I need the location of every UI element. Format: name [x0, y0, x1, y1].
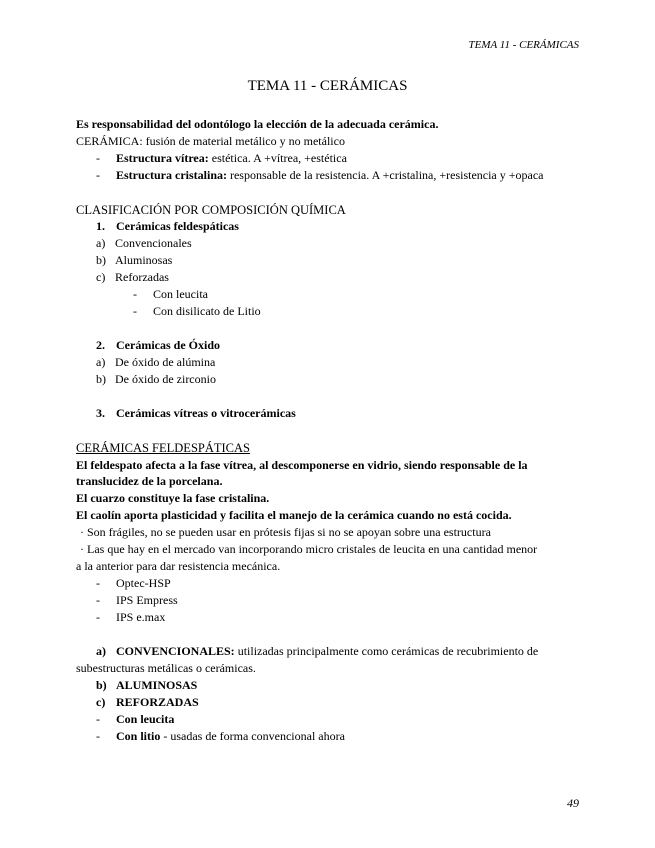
subsection-reinforced — [96, 694, 199, 710]
subsection-aluminous — [96, 677, 197, 693]
item-term: Con leucita — [116, 712, 175, 726]
bold-line: El feldespato afecta a la fase vítrea, al descomponerse en vidrio, siendo responsable de la — [76, 458, 528, 472]
item-text: De óxido de zirconio — [115, 372, 216, 386]
bold-line: translucidez de la porcelana. — [76, 474, 223, 488]
subsection-conventional — [96, 643, 538, 659]
group-heading — [96, 337, 220, 353]
group-label: Cerámicas vítreas o vitrocerámicas — [116, 406, 296, 420]
group-heading — [96, 218, 239, 234]
subsection-conventional-cont: subestructuras metálicas o cerámicas. — [76, 661, 256, 675]
list-marker: - — [96, 729, 100, 743]
list-item — [96, 592, 178, 608]
bold-line: El caolín aporta plasticidad y facilita el manejo de la cerámica cuando no está cocida. — [76, 508, 512, 522]
item-text: - usadas de forma convencional ahora — [160, 729, 345, 743]
running-header: TEMA 11 - CERÁMICAS — [468, 39, 579, 51]
item-term: ALUMINOSAS — [116, 678, 198, 692]
list-marker: a) — [96, 355, 106, 369]
ceramic-definition: CERÁMICA: fusión de material metálico y no metálico — [76, 134, 345, 148]
list-marker: - — [133, 287, 137, 301]
item-text: utilizadas principalmente como cerámicas de recubrimiento de — [234, 644, 539, 658]
list-item — [96, 371, 216, 387]
item-term: Estructura cristalina: — [116, 168, 227, 182]
list-item — [96, 150, 347, 166]
list-marker: - — [96, 168, 100, 182]
item-text: Con disilicato de Litio — [153, 304, 261, 318]
page-number: 49 — [567, 796, 579, 810]
list-marker: b) — [96, 372, 106, 386]
item-term: Estructura vítrea: — [116, 151, 209, 165]
section-heading-classification: CLASIFICACIÓN POR COMPOSICIÓN QUÍMICA — [76, 203, 346, 217]
item-text: Aluminosas — [115, 253, 173, 267]
item-text: De óxido de alúmina — [115, 355, 216, 369]
list-item — [96, 711, 174, 727]
list-marker: - — [133, 304, 137, 318]
list-item — [96, 269, 169, 285]
list-item — [96, 167, 544, 183]
list-marker: - — [96, 593, 100, 607]
list-item — [96, 235, 192, 251]
list-marker: c) — [96, 695, 106, 709]
list-marker: - — [96, 712, 100, 726]
bullet-line-continued: a la anterior para dar resistencia mecánica. — [76, 559, 281, 573]
bullet-line: · Las que hay en el mercado van incorporando micro cristales de leucita en una cantidad menor — [80, 542, 538, 556]
item-text: Reforzadas — [115, 270, 169, 284]
item-term: CONVENCIONALES: — [116, 644, 235, 658]
list-marker: a) — [96, 644, 106, 658]
list-item — [133, 303, 261, 319]
list-item — [96, 575, 171, 591]
list-marker: - — [96, 151, 100, 165]
group-marker: 1. — [96, 219, 105, 233]
group-marker: 2. — [96, 338, 105, 352]
item-text: estética. A +vítrea, +estética — [208, 151, 347, 165]
intro-responsibility: Es responsabilidad del odontólogo la elección de la adecuada cerámica. — [76, 117, 439, 131]
item-text: IPS e.max — [116, 610, 166, 624]
group-marker: 3. — [96, 406, 105, 420]
list-marker: c) — [96, 270, 106, 284]
list-marker: b) — [96, 253, 106, 267]
list-item — [133, 286, 208, 302]
bullet-line: · Son frágiles, no se pueden usar en prótesis fijas si no se apoyan sobre una estructura — [80, 525, 491, 539]
group-heading — [96, 405, 296, 421]
item-text: Con leucita — [153, 287, 208, 301]
list-item — [96, 609, 165, 625]
list-marker: a) — [96, 236, 106, 250]
group-label: Cerámicas de Óxido — [116, 338, 220, 352]
list-marker: - — [96, 610, 100, 624]
item-text: responsable de la resistencia. A +cristalina, +resistencia y +opaca — [226, 168, 544, 182]
list-item — [96, 728, 345, 744]
item-term: REFORZADAS — [116, 695, 199, 709]
bold-line: El cuarzo constituye la fase cristalina. — [76, 491, 270, 505]
item-term: Con litio — [116, 729, 161, 743]
group-label: Cerámicas feldespáticas — [116, 219, 239, 233]
item-text: Optec-HSP — [116, 576, 171, 590]
list-marker: b) — [96, 678, 107, 692]
section-heading-feldspathic: CERÁMICAS FELDESPÁTICAS — [76, 441, 250, 455]
item-text: Convencionales — [115, 236, 192, 250]
list-item — [96, 354, 215, 370]
list-item — [96, 252, 172, 268]
list-marker: - — [96, 576, 100, 590]
item-text: IPS Empress — [116, 593, 178, 607]
page-title: TEMA 11 - CERÁMICAS — [247, 78, 408, 94]
